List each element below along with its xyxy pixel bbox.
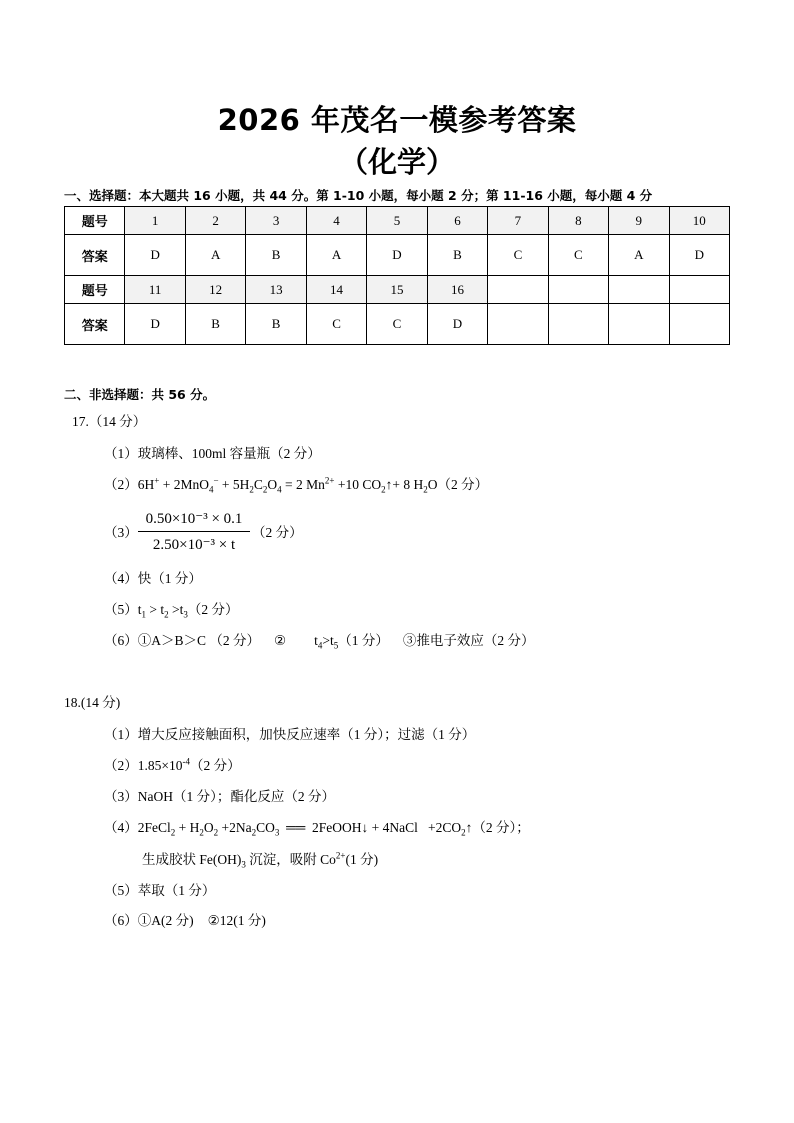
question-number: 16 (427, 276, 487, 304)
q17-p3-score: （2 分） (252, 525, 303, 540)
q17-fraction (134, 509, 254, 554)
q17-p2-sub: 2 (262, 484, 268, 495)
empty-cell (669, 304, 729, 345)
q17-p2-text: +10 CO (334, 477, 382, 492)
question-number: 13 (246, 276, 306, 304)
q18-part-6 (104, 909, 266, 929)
q18-p4-sub: 2 (461, 827, 466, 838)
q17-p2-sub: 4 (208, 484, 214, 495)
table-row-answers-2 (65, 304, 730, 345)
answer-cell: C (488, 235, 548, 276)
q18-p2-sup: -4 (182, 756, 190, 767)
q17-p6-sub: 4 (317, 640, 323, 651)
question-number: 1 (125, 207, 185, 235)
q18-p4-text: ↑（2 分）； (465, 820, 530, 835)
empty-cell (548, 304, 608, 345)
question-number: 6 (427, 207, 487, 235)
q17-p2-text: C (253, 477, 263, 492)
q17-p5-sub: 3 (183, 609, 188, 620)
question-number: 11 (125, 276, 185, 304)
page-subtitle: （化学） (338, 145, 455, 179)
q17-p2-text: O（2 分） (427, 477, 489, 492)
answer-cell: B (185, 304, 245, 345)
q17-p2-sub: 2 (381, 484, 386, 495)
answer-label: 答案 (65, 304, 125, 345)
q18-p2-text: （2）1.85×10 (104, 758, 183, 773)
q17-p5-text: （5）t (104, 602, 142, 617)
fraction-numerator: 0.50×10⁻³ × 0.1 (145, 511, 243, 527)
q18-p4b-text: (1 分) (345, 852, 379, 867)
q17-p6-sub: 5 (333, 640, 339, 651)
answer-cell: C (367, 304, 427, 345)
empty-cell (609, 304, 669, 345)
q18-p4-text: +2Na (218, 820, 252, 835)
answer-cell: C (306, 304, 366, 345)
q17-part-5 (104, 598, 239, 618)
q17-p2-text: ↑+ 8 H (385, 477, 424, 492)
q17-p5-text: > t (146, 602, 165, 617)
empty-cell (488, 276, 548, 304)
q18-p4-sub: 2 (199, 827, 204, 838)
q17-p2-sup: + (154, 475, 160, 486)
q17-p5-sub: 1 (141, 609, 147, 620)
answer-cell: A (185, 235, 245, 276)
fraction-denominator: 2.50×10⁻³ × t (152, 537, 236, 553)
question-number: 10 (669, 207, 729, 235)
question-number: 5 (367, 207, 427, 235)
q17-p2-text: O (267, 477, 278, 492)
question-number: 12 (185, 276, 245, 304)
empty-cell (609, 276, 669, 304)
q18-p4-text: O (203, 820, 214, 835)
q17-p2-prefix: （2） (104, 477, 138, 492)
q18-part-5: （5）萃取（1 分） (104, 883, 216, 898)
table-row-answers-1 (65, 235, 730, 276)
q17-part-1: （1）玻璃棒、100ml 容量瓶（2 分） (104, 446, 321, 461)
q18-p4-text: + H (175, 820, 200, 835)
answer-label: 答案 (65, 235, 125, 276)
question-label: 题号 (65, 276, 125, 304)
table-row-questions-2 (65, 276, 730, 304)
section-2-heading: 二、非选择题：共 56 分。 (64, 387, 216, 402)
q18-part-4 (104, 816, 530, 836)
q17-part-4: （4）快（1 分） (104, 571, 202, 586)
q17-p6-a: （6）①A＞B＞C （2 分） (104, 633, 261, 648)
q17-p5-sub: 2 (164, 609, 169, 620)
q18-p4-sub: 3 (274, 827, 280, 838)
q17-part-6 (104, 629, 535, 649)
question-number: 3 (246, 207, 306, 235)
q17-p2-text: + 5H (218, 477, 250, 492)
q17-p6-c: t (314, 633, 318, 648)
q17-p5-text: （2 分） (187, 602, 239, 617)
q17-p2-text: = 2 Mn (281, 477, 325, 492)
answer-cell: C (548, 235, 608, 276)
q18-part-1: （1）增大反应接触面积，加快反应速率（1 分）；过滤（1 分） (104, 727, 476, 742)
q17-p2-sup: 2+ (324, 475, 335, 486)
q18-part-3: （3）NaOH（1 分）；酯化反应（2 分） (104, 789, 335, 804)
question-number: 8 (548, 207, 608, 235)
q17-p3-prefix: （3） (104, 525, 138, 540)
q17-p2-text: 6H (137, 477, 155, 492)
q18-p4-sub: 2 (251, 827, 257, 838)
answer-cell: B (246, 304, 306, 345)
empty-cell (548, 276, 608, 304)
q18-p4b-text: 生成胶状 Fe(OH) (142, 852, 242, 867)
answer-cell: D (427, 304, 487, 345)
page-title: 2026 年茂名一模参考答案 (217, 103, 577, 137)
q17-p2-sub: 2 (423, 484, 428, 495)
answer-cell: D (367, 235, 427, 276)
q18-p4-sub: 2 (170, 827, 176, 838)
q17-p6-c: （1 分） (338, 633, 389, 648)
q18-p4b-text: 沉淀，吸附 Co (245, 852, 336, 867)
empty-cell (669, 276, 729, 304)
question-number: 2 (185, 207, 245, 235)
answer-table (64, 206, 730, 345)
q18-p2-text: （2 分） (190, 758, 241, 773)
question-number: 4 (306, 207, 366, 235)
q18-p4b-sup: 2+ (335, 850, 346, 861)
answer-cell: B (427, 235, 487, 276)
q18-part-4-continued (142, 848, 378, 868)
q17-p2-text: + 2MnO (159, 477, 209, 492)
question-label: 题号 (65, 207, 125, 235)
q17-p2-sub: 2 (249, 484, 254, 495)
answer-cell: D (125, 235, 185, 276)
q18-p4-text: ══ 2FeOOH↓ + 4NaCl +2CO (279, 820, 462, 835)
q17-p6-c: >t (322, 633, 334, 648)
question-number: 7 (488, 207, 548, 235)
answer-cell: D (669, 235, 729, 276)
answer-cell: A (609, 235, 669, 276)
q18-p4b-sub: 3 (241, 859, 246, 870)
answer-cell: D (125, 304, 185, 345)
q17-p5-text: >t (168, 602, 184, 617)
q18-p4-text: CO (256, 820, 275, 835)
q17-p6-d: ③推电子效应（2 分） (402, 633, 535, 648)
question-number: 14 (306, 276, 366, 304)
question-number: 9 (609, 207, 669, 235)
q17-p6-b: ② (274, 633, 287, 648)
table-row-questions-1 (65, 207, 730, 235)
answer-cell: A (306, 235, 366, 276)
q18-p4-text: （4）2FeCl (104, 820, 171, 835)
q18-heading: 18.(14 分) (64, 695, 121, 710)
q17-p2-sup: − (213, 475, 219, 486)
q18-p6-b: ②12(1 分) (207, 913, 266, 928)
answer-cell: B (246, 235, 306, 276)
q18-part-2 (104, 754, 241, 774)
empty-cell (488, 304, 548, 345)
question-number: 15 (367, 276, 427, 304)
q18-p4-sub: 2 (213, 827, 219, 838)
q17-heading: 17.（14 分） (72, 414, 147, 429)
section-1-heading: 一、选择题：本大题共 16 小题，共 44 分。第 1-10 小题，每小题 2 分；第 11-16 小题，每小题 4 分 (64, 188, 653, 203)
q18-p6-a: （6）①A(2 分) (104, 913, 194, 928)
q17-p2-sub: 4 (277, 484, 282, 495)
q17-part-2 (104, 473, 488, 493)
